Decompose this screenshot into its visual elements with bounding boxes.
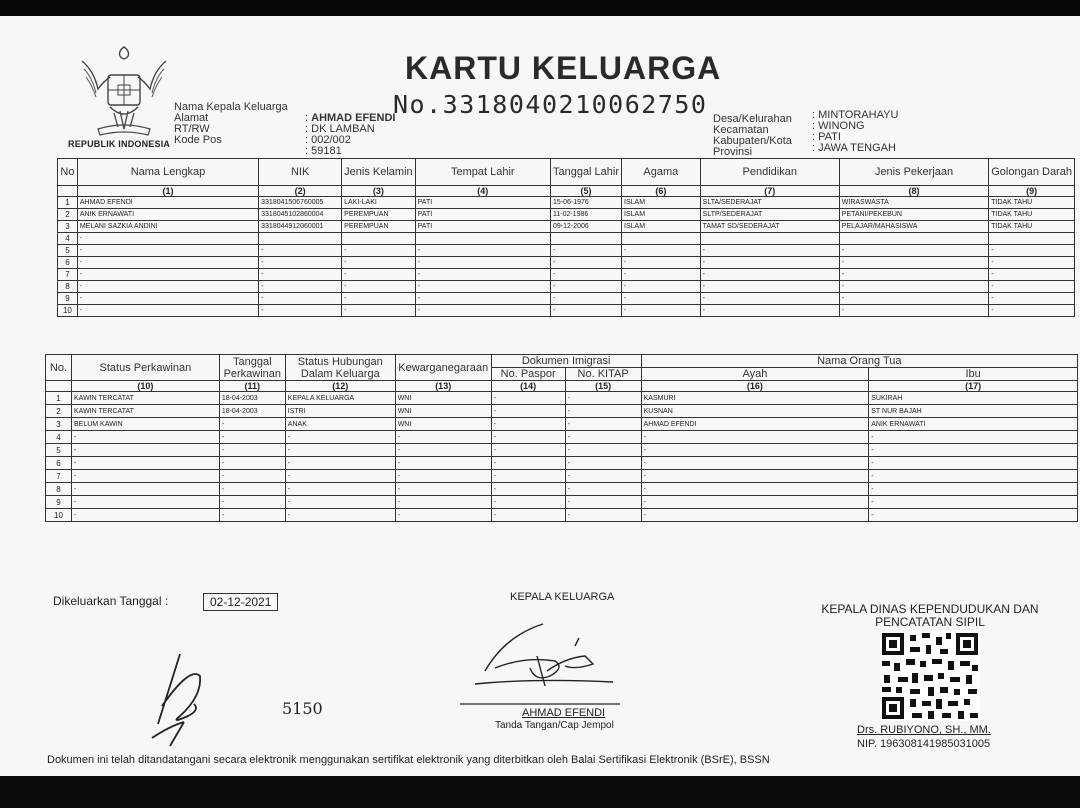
table1-row [58,221,1075,233]
table1-cell: - [259,245,342,257]
table2-cell: - [565,496,641,509]
table2-row [46,444,1078,457]
table2-cell: - [71,496,219,509]
table1-cell: WIRASWASTA [839,197,988,209]
table1-cell: - [259,269,342,281]
table2-cell: - [491,392,565,405]
table2-cell: - [71,457,219,470]
table1-cell: 8 [58,281,78,293]
colnum-17: (17) [869,381,1078,392]
label-kabupaten: Kabupaten/Kota [713,135,792,147]
header2-ibu: Ibu [869,368,1078,381]
table1-cell: TIDAK TAHU [989,197,1075,209]
table2-cell: ST NUR BAJAH [869,405,1078,418]
table1-cell: 3318045102860004 [259,209,342,221]
table1-cell: - [550,293,621,305]
table2-colnum-row [46,381,1078,392]
table1-cell: - [77,233,258,245]
table2-cell: - [285,483,395,496]
table2-cell: 3 [46,418,72,431]
table2-cell: 9 [46,496,72,509]
table2-cell: - [641,483,869,496]
table2-cell: SUKIRAH [869,392,1078,405]
table2-cell: - [869,444,1078,457]
table1-cell: - [839,305,988,317]
table1-cell: - [415,257,550,269]
value-alamat: DK LAMBAN [311,123,375,135]
table1-cell [550,233,621,245]
table1-cell: - [989,305,1075,317]
table2-cell: - [285,509,395,522]
table1-cell: - [550,257,621,269]
table1-row [58,245,1075,257]
table2-cell: - [491,483,565,496]
table2-cell: - [285,470,395,483]
table1-cell: - [342,305,415,317]
table1-cell: ISLAM [622,209,701,221]
table1-cell: - [550,305,621,317]
table2-cell: - [869,483,1078,496]
table1-cell: - [77,305,258,317]
label-kepala: Nama Kepala Keluarga [174,101,288,113]
table2-cell: - [565,431,641,444]
table1-cell [622,233,701,245]
table1-cell: - [622,281,701,293]
table2-cell: 10 [46,509,72,522]
table2-cell: - [395,431,491,444]
garuda-emblem-icon [74,41,174,141]
label-provinsi: Provinsi [713,146,753,158]
table1-cell: MELANI SAZKIA ANDINI [77,221,258,233]
table2-cell: - [869,431,1078,444]
table1-cell: - [415,281,550,293]
table2-cell: 18-04-2003 [219,392,285,405]
family-card-document [0,16,1080,778]
header2-no: No. [46,355,72,381]
table1-cell: PEREMPUAN [342,221,415,233]
table1-cell: 1 [58,197,78,209]
value-rtrw: 002/002 [311,134,351,146]
table1-cell: - [700,245,839,257]
table1-cell: 09-12-2006 [550,221,621,233]
label-kodepos: Kode Pos [174,134,222,146]
table1-row [58,209,1075,221]
table2-cell: ANIK ERNAWATI [869,418,1078,431]
table2-row [46,405,1078,418]
table2-cell: 8 [46,483,72,496]
table1-cell: - [415,305,550,317]
table1-cell: PEREMPUAN [342,209,415,221]
colnum-3: (3) [342,186,415,197]
table2-cell: KEPALA KELUARGA [285,392,395,405]
colnum-10: (10) [71,381,219,392]
value-kabupaten: PATI [818,131,841,143]
table1-cell: 2 [58,209,78,221]
table2-cell: - [491,496,565,509]
table2-cell: - [219,444,285,457]
table1-cell: PATI [415,221,550,233]
table2-cell: - [285,444,395,457]
table1-cell: - [342,293,415,305]
table1-cell: PELAJAR/MAHASISWA [839,221,988,233]
table2-cell: - [641,444,869,457]
handwritten-signature [140,646,230,751]
colnum-11: (11) [219,381,285,392]
table1-cell [342,233,415,245]
table2-cell: - [869,470,1078,483]
table2-cell: - [491,418,565,431]
table1-cell: - [77,257,258,269]
table1-row [58,281,1075,293]
header-left-values: : AHMAD EFENDI : DK LAMBAN : 002/002 : 59181 [305,112,396,157]
table1-cell: LAKI-LAKI [342,197,415,209]
colnum-6: (6) [622,186,701,197]
table2-cell: - [395,470,491,483]
colnum-14: (14) [491,381,565,392]
table1-cell: - [700,281,839,293]
document-number: No.3318040210062750 [393,90,708,119]
colnum-8: (8) [839,186,988,197]
official-name: Drs. RUBIYONO, SH., MM. [857,724,991,736]
table1-cell: 10 [58,305,78,317]
table2-cell: - [641,457,869,470]
table2-cell: - [71,483,219,496]
table1-cell: - [259,257,342,269]
issued-label: Dikeluarkan Tanggal : [53,594,169,608]
table1-row [58,269,1075,281]
table2-cell: - [219,509,285,522]
header-agama: Agama [622,159,701,186]
table2-cell: - [641,470,869,483]
table2-cell: - [641,431,869,444]
label-kecamatan: Kecamatan [713,124,769,136]
table1-cell: - [989,257,1075,269]
label-rtrw: RT/RW [174,123,210,135]
table1-row [58,233,1075,245]
table2-cell: 4 [46,431,72,444]
header2-orangtua: Nama Orang Tua [641,355,1077,368]
table1-cell: 3318041506760005 [259,197,342,209]
table1-cell [415,233,550,245]
table2-cell: WNI [395,405,491,418]
header-tanggal-lahir: Tanggal Lahir [550,159,621,186]
table1-cell: - [415,269,550,281]
table2-cell: - [491,470,565,483]
table2-cell: - [71,431,219,444]
table2-row [46,509,1078,522]
value-provinsi: JAWA TENGAH [818,142,896,154]
screen-bottom-bar [0,776,1080,808]
issued-date: 02-12-2021 [203,593,278,611]
table1-cell: - [415,293,550,305]
table1-cell: - [77,281,258,293]
table2-cell: KAWIN TERCATAT [71,392,219,405]
table1-cell: - [622,257,701,269]
value-desa: MINTORAHAYU [818,109,899,121]
table2-cell: - [219,470,285,483]
table1-cell: - [839,281,988,293]
table1-cell: 9 [58,293,78,305]
table1-cell: - [989,269,1075,281]
colnum-2: (2) [259,186,342,197]
table1-cell: PETANI/PEKEBUN [839,209,988,221]
table2-cell: - [641,509,869,522]
header-pekerjaan: Jenis Pekerjaan [839,159,988,186]
table2-row [46,418,1078,431]
table1-cell: - [989,293,1075,305]
header-left-labels [174,102,288,146]
official-nip: NIP. 196308141985031005 [857,738,991,750]
table2-row [46,470,1078,483]
screen-top-bar [0,0,1080,16]
table2-cell: - [491,405,565,418]
table1-cell: - [700,257,839,269]
table1-cell: - [77,245,258,257]
table2-cell: - [219,457,285,470]
table1-cell: - [342,257,415,269]
table2-cell: - [395,496,491,509]
table2-cell: - [869,509,1078,522]
table1-cell: ISLAM [622,221,701,233]
family-members-table [57,158,1075,317]
table1-cell: 15-06-1976 [550,197,621,209]
colnum-1: (1) [77,186,258,197]
table2-cell: - [285,496,395,509]
dinas-label: KEPALA DINAS KEPENDUDUKAN DAN PENCATATAN SIPIL [821,602,1039,629]
table1-cell: ANIK ERNAWATI [77,209,258,221]
table2-cell: - [395,483,491,496]
header-no: No [58,159,78,186]
table2-cell: - [395,457,491,470]
table1-cell: - [700,305,839,317]
table2-cell: - [565,444,641,457]
table2-cell: - [71,470,219,483]
colnum-16: (16) [641,381,869,392]
table2-cell: - [285,431,395,444]
document-title: KARTU KELUARGA [405,50,722,86]
table2-row [46,483,1078,496]
header2-kitap: No. KITAP [565,368,641,381]
header-nik: NIK [259,159,342,186]
table2-header-row-1 [46,355,1078,368]
table2-cell: - [641,496,869,509]
colnum-9: (9) [989,186,1075,197]
country-label: REPUBLIK INDONESIA [68,139,171,149]
table1-cell: - [839,245,988,257]
header2-imigrasi: Dokumen Imigrasi [491,355,641,368]
table1-cell: - [259,305,342,317]
header-golongan-darah: Golongan Darah [989,159,1075,186]
table2-cell: 7 [46,470,72,483]
header2-tanggal: Tanggal Perkawinan [219,355,285,381]
colnum-7: (7) [700,186,839,197]
table1-row [58,305,1075,317]
table1-cell: - [342,245,415,257]
table1-cell: - [415,245,550,257]
table1-cell: - [989,245,1075,257]
kepala-sub: Tanda Tangan/Cap Jempol [495,720,614,731]
table2-cell: - [565,470,641,483]
table2-cell: 5 [46,444,72,457]
table2-row [46,392,1078,405]
table1-cell: 3318044912060001 [259,221,342,233]
table2-cell: - [219,483,285,496]
table2-cell: - [219,418,285,431]
header2-status: Status Perkawinan [71,355,219,381]
header2-kewarganegaraan: Kewarganegaraan [395,355,491,381]
table1-cell: SLTA/SEDERAJAT [700,197,839,209]
header-pendidikan: Pendidikan [700,159,839,186]
table1-cell: 4 [58,233,78,245]
table1-cell: - [550,281,621,293]
table1-cell: SLTP/SEDERAJAT [700,209,839,221]
kepala-signature [455,616,625,711]
table1-row [58,293,1075,305]
table1-cell: PATI [415,197,550,209]
table1-cell: - [550,245,621,257]
colnum-4: (4) [415,186,550,197]
table1-cell: - [259,293,342,305]
table1-cell: 3 [58,221,78,233]
table2-cell: WNI [395,392,491,405]
table1-cell [700,233,839,245]
header-right-labels [713,114,792,158]
table1-cell: ISLAM [622,197,701,209]
table2-cell: - [565,457,641,470]
table1-cell [839,233,988,245]
header-jenis-kelamin: Jenis Kelamin [342,159,415,186]
table1-cell: - [839,293,988,305]
table1-cell: PATI [415,209,550,221]
table2-cell: - [491,444,565,457]
table2-cell: - [395,444,491,457]
colnum-13: (13) [395,381,491,392]
table1-cell: - [622,293,701,305]
table2-cell: 1 [46,392,72,405]
table1-cell: TIDAK TAHU [989,221,1075,233]
table2-cell: - [565,483,641,496]
table2-cell: - [491,457,565,470]
table2-cell: - [565,509,641,522]
table2-cell: - [219,431,285,444]
table2-cell: 2 [46,405,72,418]
table1-row [58,197,1075,209]
table1-cell: - [989,281,1075,293]
table1-cell: 7 [58,269,78,281]
handwritten-number: 5150 [282,699,323,718]
qr-code-icon [880,631,980,721]
header2-paspor: No. Paspor [491,368,565,381]
table1-cell: - [700,293,839,305]
table2-cell: - [491,431,565,444]
table1-cell: - [622,305,701,317]
colnum-15: (15) [565,381,641,392]
label-desa: Desa/Kelurahan [713,113,792,125]
table2-cell: ISTRI [285,405,395,418]
table1-cell: - [839,269,988,281]
table1-cell: - [550,269,621,281]
table1-cell: - [839,257,988,269]
table2-cell: AHMAD EFENDI [641,418,869,431]
label-alamat: Alamat [174,112,209,124]
table2-cell: - [565,418,641,431]
table2-cell: - [491,509,565,522]
colnum-12: (12) [285,381,395,392]
table2-cell: 18-04-2003 [219,405,285,418]
table2-row [46,496,1078,509]
table2-cell: - [71,444,219,457]
table2-cell: 6 [46,457,72,470]
header-nama: Nama Lengkap [77,159,258,186]
table2-cell: - [869,496,1078,509]
table1-cell: AHMAD EFENDI [77,197,258,209]
table1-cell: - [77,269,258,281]
value-kodepos: 59181 [311,145,342,157]
table1-cell: - [342,269,415,281]
colnum-5: (5) [550,186,621,197]
table1-header-row [58,159,1075,186]
value-kepala: AHMAD EFENDI [311,112,396,124]
marital-parents-table [45,354,1078,522]
table2-row [46,457,1078,470]
table1-cell: TIDAK TAHU [989,209,1075,221]
table1-cell: TAMAT SD/SEDERAJAT [700,221,839,233]
table2-cell: BELUM KAWIN [71,418,219,431]
table1-cell: - [259,281,342,293]
table1-cell: - [622,269,701,281]
table1-colnum-row [58,186,1075,197]
table2-cell: KUSNAN [641,405,869,418]
table2-cell: - [285,457,395,470]
header2-hubungan: Status Hubungan Dalam Keluarga [285,355,395,381]
header-right-values: : MINTORAHAYU : WINONG : PATI : JAWA TENGAH [812,109,899,154]
table1-cell: 6 [58,257,78,269]
table2-cell: WNI [395,418,491,431]
table1-cell: 5 [58,245,78,257]
table2-row [46,431,1078,444]
header2-ayah: Ayah [641,368,869,381]
table1-cell [989,233,1075,245]
table2-cell: KASMURI [641,392,869,405]
value-kecamatan: WINONG [818,120,865,132]
table1-row [58,257,1075,269]
table2-cell: - [565,405,641,418]
table2-cell: KAWIN TERCATAT [71,405,219,418]
header-tempat-lahir: Tempat Lahir [415,159,550,186]
table1-cell: - [622,245,701,257]
table2-cell: - [219,496,285,509]
table1-cell [259,233,342,245]
kepala-keluarga-label: KEPALA KELUARGA [510,591,615,603]
table1-cell: - [342,281,415,293]
kepala-name: AHMAD EFENDI [522,707,606,719]
table2-cell: - [71,509,219,522]
table2-cell: - [565,392,641,405]
table1-cell: - [77,293,258,305]
electronic-signature-note: Dokumen ini telah ditandatangani secara elektronik menggunakan sertifikat elektronik yang diterbitkan oleh Balai Sertifikasi Elektronik (BSrE), BSSN [47,754,770,766]
table2-cell: - [395,509,491,522]
table1-cell: 11-02-1986 [550,209,621,221]
table2-cell: ANAK [285,418,395,431]
table2-cell: - [869,457,1078,470]
table1-cell: - [700,269,839,281]
